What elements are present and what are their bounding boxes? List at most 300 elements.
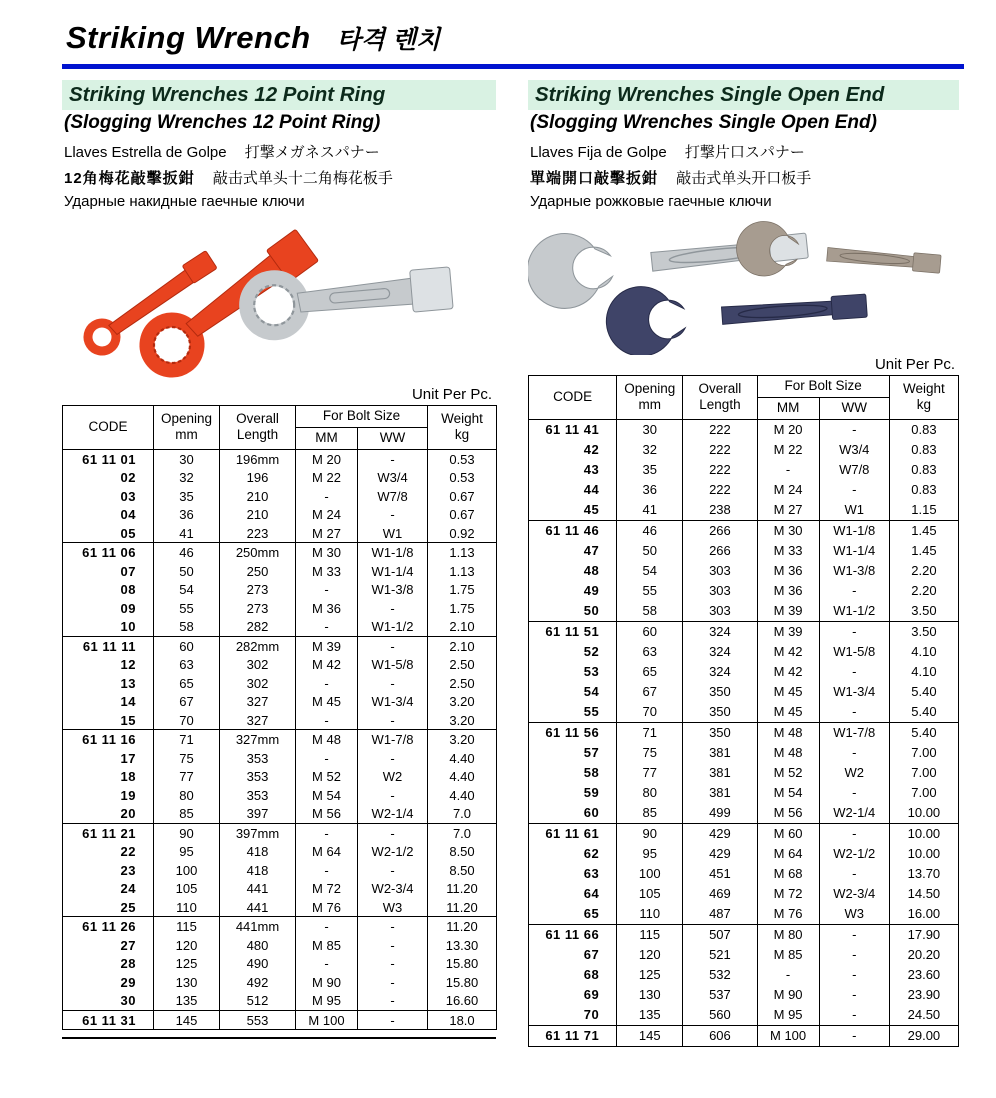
bolt-ww-cell: - [358, 449, 428, 468]
bolt-ww-cell: - [819, 985, 889, 1005]
table-group [529, 621, 959, 722]
code-cell: 03 [63, 487, 154, 506]
bolt-ww-cell: W2-3/4 [819, 884, 889, 904]
ring-wrench-photo [62, 215, 496, 385]
opening-cell: 55 [154, 599, 220, 618]
opening-cell: 115 [154, 917, 220, 936]
opening-cell: 85 [154, 804, 220, 823]
weight-cell: 8.50 [428, 861, 497, 880]
table-bottom-rule [62, 1037, 496, 1039]
title-divider-rule [62, 64, 964, 69]
weight-cell: 10.00 [889, 844, 958, 864]
bolt-mm-cell: M 52 [757, 763, 819, 783]
table-row [63, 786, 497, 805]
bolt-mm-cell: M 42 [757, 662, 819, 682]
length-cell: 282 [220, 617, 296, 636]
length-cell: 418 [220, 861, 296, 880]
bolt-mm-cell: M 80 [757, 924, 819, 945]
code-cell: 25 [63, 898, 154, 917]
weight-cell: 7.00 [889, 783, 958, 803]
length-cell: 499 [683, 803, 757, 824]
weight-cell: 1.13 [428, 562, 497, 581]
opening-cell: 30 [617, 419, 683, 440]
table-row [529, 520, 959, 541]
col-header-opening-l1: Opening [624, 380, 676, 396]
bolt-mm-cell: - [296, 711, 358, 730]
table-row [529, 783, 959, 803]
weight-cell: 10.00 [889, 803, 958, 824]
bolt-mm-cell: M 36 [296, 599, 358, 618]
length-cell: 532 [683, 965, 757, 985]
code-cell: 49 [529, 581, 617, 601]
code-cell: 61 11 46 [529, 520, 617, 541]
opening-cell: 60 [154, 636, 220, 655]
bolt-ww-cell: W1 [819, 500, 889, 521]
table-row [529, 682, 959, 702]
bolt-ww-cell: W1-5/8 [819, 642, 889, 662]
opening-cell: 135 [154, 991, 220, 1010]
code-cell: 61 11 66 [529, 924, 617, 945]
length-cell: 327 [220, 711, 296, 730]
table-row [63, 823, 497, 842]
bolt-ww-cell: - [358, 674, 428, 693]
bronze-open-end-wrench [734, 219, 942, 291]
bolt-mm-cell: M 64 [296, 842, 358, 861]
bolt-ww-cell: W7/8 [819, 460, 889, 480]
table-group [63, 823, 497, 917]
bolt-mm-cell: M 100 [757, 1025, 819, 1046]
bolt-ww-cell: - [819, 581, 889, 601]
weight-cell: 2.50 [428, 674, 497, 693]
code-cell: 50 [529, 601, 617, 622]
code-cell: 61 11 16 [63, 730, 154, 749]
weight-cell: 4.10 [889, 642, 958, 662]
code-cell: 54 [529, 682, 617, 702]
bolt-mm-cell: M 33 [296, 562, 358, 581]
opening-cell: 55 [617, 581, 683, 601]
col-header-weight [428, 406, 497, 450]
weight-cell: 3.20 [428, 730, 497, 749]
length-cell: 303 [683, 581, 757, 601]
weight-cell: 2.50 [428, 655, 497, 674]
weight-cell: 16.60 [428, 991, 497, 1010]
table-row [63, 842, 497, 861]
table-row [529, 621, 959, 642]
bolt-ww-cell: W1-1/2 [358, 617, 428, 636]
code-cell: 44 [529, 480, 617, 500]
bolt-mm-cell: M 56 [757, 803, 819, 824]
length-cell: 196mm [220, 449, 296, 468]
table-row [63, 879, 497, 898]
opening-cell: 54 [154, 580, 220, 599]
col-header-mm: MM [296, 427, 358, 449]
bolt-mm-cell: M 30 [757, 520, 819, 541]
table-row [529, 1025, 959, 1046]
opening-cell: 41 [617, 500, 683, 521]
opening-cell: 60 [617, 621, 683, 642]
table-row [63, 543, 497, 562]
bolt-ww-cell: - [358, 991, 428, 1010]
table-row [63, 524, 497, 543]
bolt-mm-cell: M 24 [296, 505, 358, 524]
bolt-mm-cell: M 48 [296, 730, 358, 749]
opening-cell: 105 [154, 879, 220, 898]
opening-cell: 95 [154, 842, 220, 861]
code-cell: 61 11 61 [529, 823, 617, 844]
code-cell: 05 [63, 524, 154, 543]
weight-cell: 7.0 [428, 804, 497, 823]
table-header [63, 406, 497, 450]
table-row [63, 954, 497, 973]
length-cell: 353 [220, 767, 296, 786]
col-header-mm: MM [757, 397, 819, 419]
opening-cell: 65 [154, 674, 220, 693]
bolt-mm-cell: M 39 [296, 636, 358, 655]
bolt-mm-cell: M 56 [296, 804, 358, 823]
table-row [529, 904, 959, 925]
table-row [529, 803, 959, 824]
table-row [63, 580, 497, 599]
col-header-code: CODE [63, 406, 154, 450]
opening-cell: 75 [617, 743, 683, 763]
open-end-wrench-illustration [528, 215, 959, 355]
opening-cell: 135 [617, 1005, 683, 1026]
length-cell: 350 [683, 682, 757, 702]
bolt-mm-cell: M 100 [296, 1010, 358, 1030]
length-cell: 507 [683, 924, 757, 945]
length-cell: 273 [220, 580, 296, 599]
catalog-columns [62, 80, 966, 1047]
bolt-mm-cell: M 85 [296, 936, 358, 955]
opening-cell: 63 [154, 655, 220, 674]
table-row [63, 505, 497, 524]
lang-line-ru [64, 193, 496, 210]
bolt-mm-cell: M 52 [296, 767, 358, 786]
code-cell: 58 [529, 763, 617, 783]
length-cell: 381 [683, 763, 757, 783]
weight-cell: 23.90 [889, 985, 958, 1005]
table-row [63, 730, 497, 749]
bolt-ww-cell: W2 [819, 763, 889, 783]
length-cell: 250 [220, 562, 296, 581]
length-cell: 381 [683, 783, 757, 803]
bolt-mm-cell: M 48 [757, 722, 819, 743]
table-row [63, 674, 497, 693]
bolt-ww-cell: - [358, 823, 428, 842]
bolt-mm-cell: - [296, 954, 358, 973]
weight-cell: 5.40 [889, 722, 958, 743]
bolt-ww-cell: W3 [819, 904, 889, 925]
bolt-ww-cell: W1-3/8 [358, 580, 428, 599]
weight-cell: 14.50 [889, 884, 958, 904]
length-cell: 537 [683, 985, 757, 1005]
opening-cell: 30 [154, 449, 220, 468]
weight-cell: 3.20 [428, 711, 497, 730]
bolt-mm-cell: - [296, 617, 358, 636]
table-row [529, 763, 959, 783]
table-row [529, 440, 959, 460]
lang-ja: 打撃片口スパナー [684, 144, 805, 161]
length-cell: 606 [683, 1025, 757, 1046]
bolt-ww-cell: W1-1/8 [819, 520, 889, 541]
weight-cell: 18.0 [428, 1010, 497, 1030]
weight-cell: 11.20 [428, 879, 497, 898]
table-row [63, 655, 497, 674]
code-cell: 61 11 21 [63, 823, 154, 842]
table-row [529, 722, 959, 743]
bolt-ww-cell: W3 [358, 898, 428, 917]
table-row [529, 864, 959, 884]
weight-cell: 3.50 [889, 621, 958, 642]
bolt-ww-cell: - [358, 917, 428, 936]
length-cell: 222 [683, 419, 757, 440]
length-cell: 429 [683, 823, 757, 844]
table-row [63, 917, 497, 936]
bolt-ww-cell: - [819, 662, 889, 682]
code-cell: 62 [529, 844, 617, 864]
weight-cell: 3.50 [889, 601, 958, 622]
bolt-ww-cell: - [819, 621, 889, 642]
table-group [529, 823, 959, 924]
opening-cell: 125 [617, 965, 683, 985]
ring-wrench-illustration [62, 215, 496, 385]
length-cell: 350 [683, 722, 757, 743]
section-heading-open-end: Striking Wrenches Single Open End [528, 80, 959, 110]
opening-cell: 110 [617, 904, 683, 925]
length-cell: 397mm [220, 823, 296, 842]
length-cell: 222 [683, 440, 757, 460]
lang-es: Llaves Estrella de Golpe [64, 144, 227, 161]
length-cell: 223 [220, 524, 296, 543]
col-header-length [683, 376, 757, 420]
unit-per-pc-label: Unit Per Pc. [874, 356, 955, 373]
table-row [529, 419, 959, 440]
table-row [529, 823, 959, 844]
bolt-mm-cell: M 54 [757, 783, 819, 803]
lang-zh-simp: 敲击式单头十二角梅花板手 [212, 170, 393, 187]
length-cell: 250mm [220, 543, 296, 562]
table-group [529, 722, 959, 823]
table-row [63, 861, 497, 880]
opening-cell: 36 [154, 505, 220, 524]
table-row [63, 449, 497, 468]
weight-cell: 5.40 [889, 682, 958, 702]
bolt-mm-cell: M 45 [296, 692, 358, 711]
col-header-opening [617, 376, 683, 420]
code-cell: 61 11 31 [63, 1010, 154, 1030]
bolt-ww-cell: - [358, 861, 428, 880]
length-cell: 222 [683, 460, 757, 480]
opening-cell: 75 [154, 749, 220, 768]
lang-ja: 打撃メガネスパナー [244, 144, 380, 161]
weight-cell: 17.90 [889, 924, 958, 945]
length-cell: 397 [220, 804, 296, 823]
code-cell: 61 11 51 [529, 621, 617, 642]
section-ring-wrenches [62, 80, 496, 1047]
lang-ru: Ударные накидные гаечные ключи [64, 193, 305, 210]
bolt-ww-cell: - [358, 505, 428, 524]
opening-cell: 110 [154, 898, 220, 917]
col-header-length-l2: Length [236, 427, 279, 443]
bolt-ww-cell: - [358, 936, 428, 955]
bolt-mm-cell: M 33 [757, 541, 819, 561]
bolt-ww-cell: W3/4 [358, 468, 428, 487]
table-row [529, 601, 959, 622]
lang-zh-simp: 敲击式单头开口板手 [676, 170, 812, 187]
length-cell: 441 [220, 879, 296, 898]
lang-es: Llaves Fija de Golpe [530, 144, 667, 161]
weight-cell: 23.60 [889, 965, 958, 985]
bolt-mm-cell: M 48 [757, 743, 819, 763]
lang-line-ru [530, 193, 959, 210]
bolt-mm-cell: - [296, 917, 358, 936]
opening-cell: 90 [154, 823, 220, 842]
opening-cell: 54 [617, 561, 683, 581]
table-row [63, 487, 497, 506]
bolt-ww-cell: W1 [358, 524, 428, 543]
weight-cell: 0.53 [428, 468, 497, 487]
length-cell: 302 [220, 655, 296, 674]
bolt-mm-cell: M 90 [296, 973, 358, 992]
bolt-mm-cell: - [757, 965, 819, 985]
table-row [63, 617, 497, 636]
bolt-mm-cell: M 68 [757, 864, 819, 884]
code-cell: 61 11 26 [63, 917, 154, 936]
code-cell: 19 [63, 786, 154, 805]
code-cell: 27 [63, 936, 154, 955]
bolt-ww-cell: - [819, 743, 889, 763]
length-cell: 210 [220, 505, 296, 524]
opening-cell: 67 [154, 692, 220, 711]
bolt-ww-cell: W3/4 [819, 440, 889, 460]
code-cell: 42 [529, 440, 617, 460]
length-cell: 560 [683, 1005, 757, 1026]
bolt-mm-cell: - [757, 460, 819, 480]
opening-cell: 36 [617, 480, 683, 500]
steel-ring-wrench [245, 263, 454, 335]
length-cell: 469 [683, 884, 757, 904]
table-row [529, 702, 959, 723]
opening-cell: 32 [154, 468, 220, 487]
bolt-mm-cell: M 20 [296, 449, 358, 468]
col-header-opening [154, 406, 220, 450]
bolt-ww-cell: - [819, 945, 889, 965]
table-row [63, 804, 497, 823]
col-header-weight-l2: kg [916, 397, 932, 413]
opening-cell: 58 [617, 601, 683, 622]
weight-cell: 2.10 [428, 636, 497, 655]
table-row [63, 936, 497, 955]
page-title-korean: 타격 렌치 [336, 26, 441, 54]
code-cell: 02 [63, 468, 154, 487]
bolt-ww-cell: W1-7/8 [819, 722, 889, 743]
code-cell: 57 [529, 743, 617, 763]
length-cell: 441mm [220, 917, 296, 936]
table-group [529, 1025, 959, 1046]
opening-cell: 35 [617, 460, 683, 480]
col-header-ww: WW [358, 427, 428, 449]
col-header-weight [889, 376, 958, 420]
weight-cell: 2.20 [889, 561, 958, 581]
opening-cell: 80 [154, 786, 220, 805]
opening-cell: 145 [617, 1025, 683, 1046]
opening-cell: 65 [617, 662, 683, 682]
lang-line-es-ja [64, 141, 496, 162]
opening-cell: 71 [154, 730, 220, 749]
lang-zh-trad: 單端開口敲擊扳鉗 [530, 170, 659, 187]
length-cell: 353 [220, 786, 296, 805]
length-cell: 487 [683, 904, 757, 925]
opening-cell: 105 [617, 884, 683, 904]
weight-cell: 0.83 [889, 460, 958, 480]
code-cell: 63 [529, 864, 617, 884]
code-cell: 61 11 71 [529, 1025, 617, 1046]
table-row [529, 460, 959, 480]
table-row [529, 561, 959, 581]
length-cell: 553 [220, 1010, 296, 1030]
code-cell: 30 [63, 991, 154, 1010]
opening-cell: 67 [617, 682, 683, 702]
table-row [63, 1010, 497, 1030]
opening-cell: 95 [617, 844, 683, 864]
table-group [63, 636, 497, 730]
bolt-mm-cell: - [296, 487, 358, 506]
bolt-ww-cell: - [358, 711, 428, 730]
code-cell: 29 [63, 973, 154, 992]
bolt-ww-cell: W2-1/4 [819, 803, 889, 824]
code-cell: 59 [529, 783, 617, 803]
code-cell: 68 [529, 965, 617, 985]
length-cell: 480 [220, 936, 296, 955]
length-cell: 512 [220, 991, 296, 1010]
weight-cell: 11.20 [428, 898, 497, 917]
lang-ru: Ударные рожковые гаечные ключи [530, 193, 772, 210]
table-row [529, 541, 959, 561]
weight-cell: 4.40 [428, 767, 497, 786]
bolt-ww-cell: W2-3/4 [358, 879, 428, 898]
length-cell: 282mm [220, 636, 296, 655]
bolt-mm-cell: - [296, 580, 358, 599]
code-cell: 45 [529, 500, 617, 521]
bolt-mm-cell: M 95 [296, 991, 358, 1010]
bolt-ww-cell: W1-1/4 [819, 541, 889, 561]
opening-cell: 46 [154, 543, 220, 562]
code-cell: 52 [529, 642, 617, 662]
weight-cell: 29.00 [889, 1025, 958, 1046]
table-row [529, 884, 959, 904]
bolt-ww-cell: W2-1/2 [819, 844, 889, 864]
opening-cell: 130 [617, 985, 683, 1005]
table-row [63, 562, 497, 581]
length-cell: 324 [683, 642, 757, 662]
table-row [63, 711, 497, 730]
opening-cell: 77 [154, 767, 220, 786]
weight-cell: 0.83 [889, 440, 958, 460]
weight-cell: 2.20 [889, 581, 958, 601]
weight-cell: 4.10 [889, 662, 958, 682]
length-cell: 353 [220, 749, 296, 768]
col-header-bolt-size: For Bolt Size [757, 376, 889, 398]
bolt-ww-cell: - [819, 924, 889, 945]
length-cell: 302 [220, 674, 296, 693]
bolt-mm-cell: - [296, 674, 358, 693]
weight-cell: 13.30 [428, 936, 497, 955]
code-cell: 18 [63, 767, 154, 786]
table-row [529, 945, 959, 965]
bolt-ww-cell: W1-3/4 [358, 692, 428, 711]
bolt-ww-cell: - [358, 786, 428, 805]
bolt-mm-cell: - [296, 861, 358, 880]
